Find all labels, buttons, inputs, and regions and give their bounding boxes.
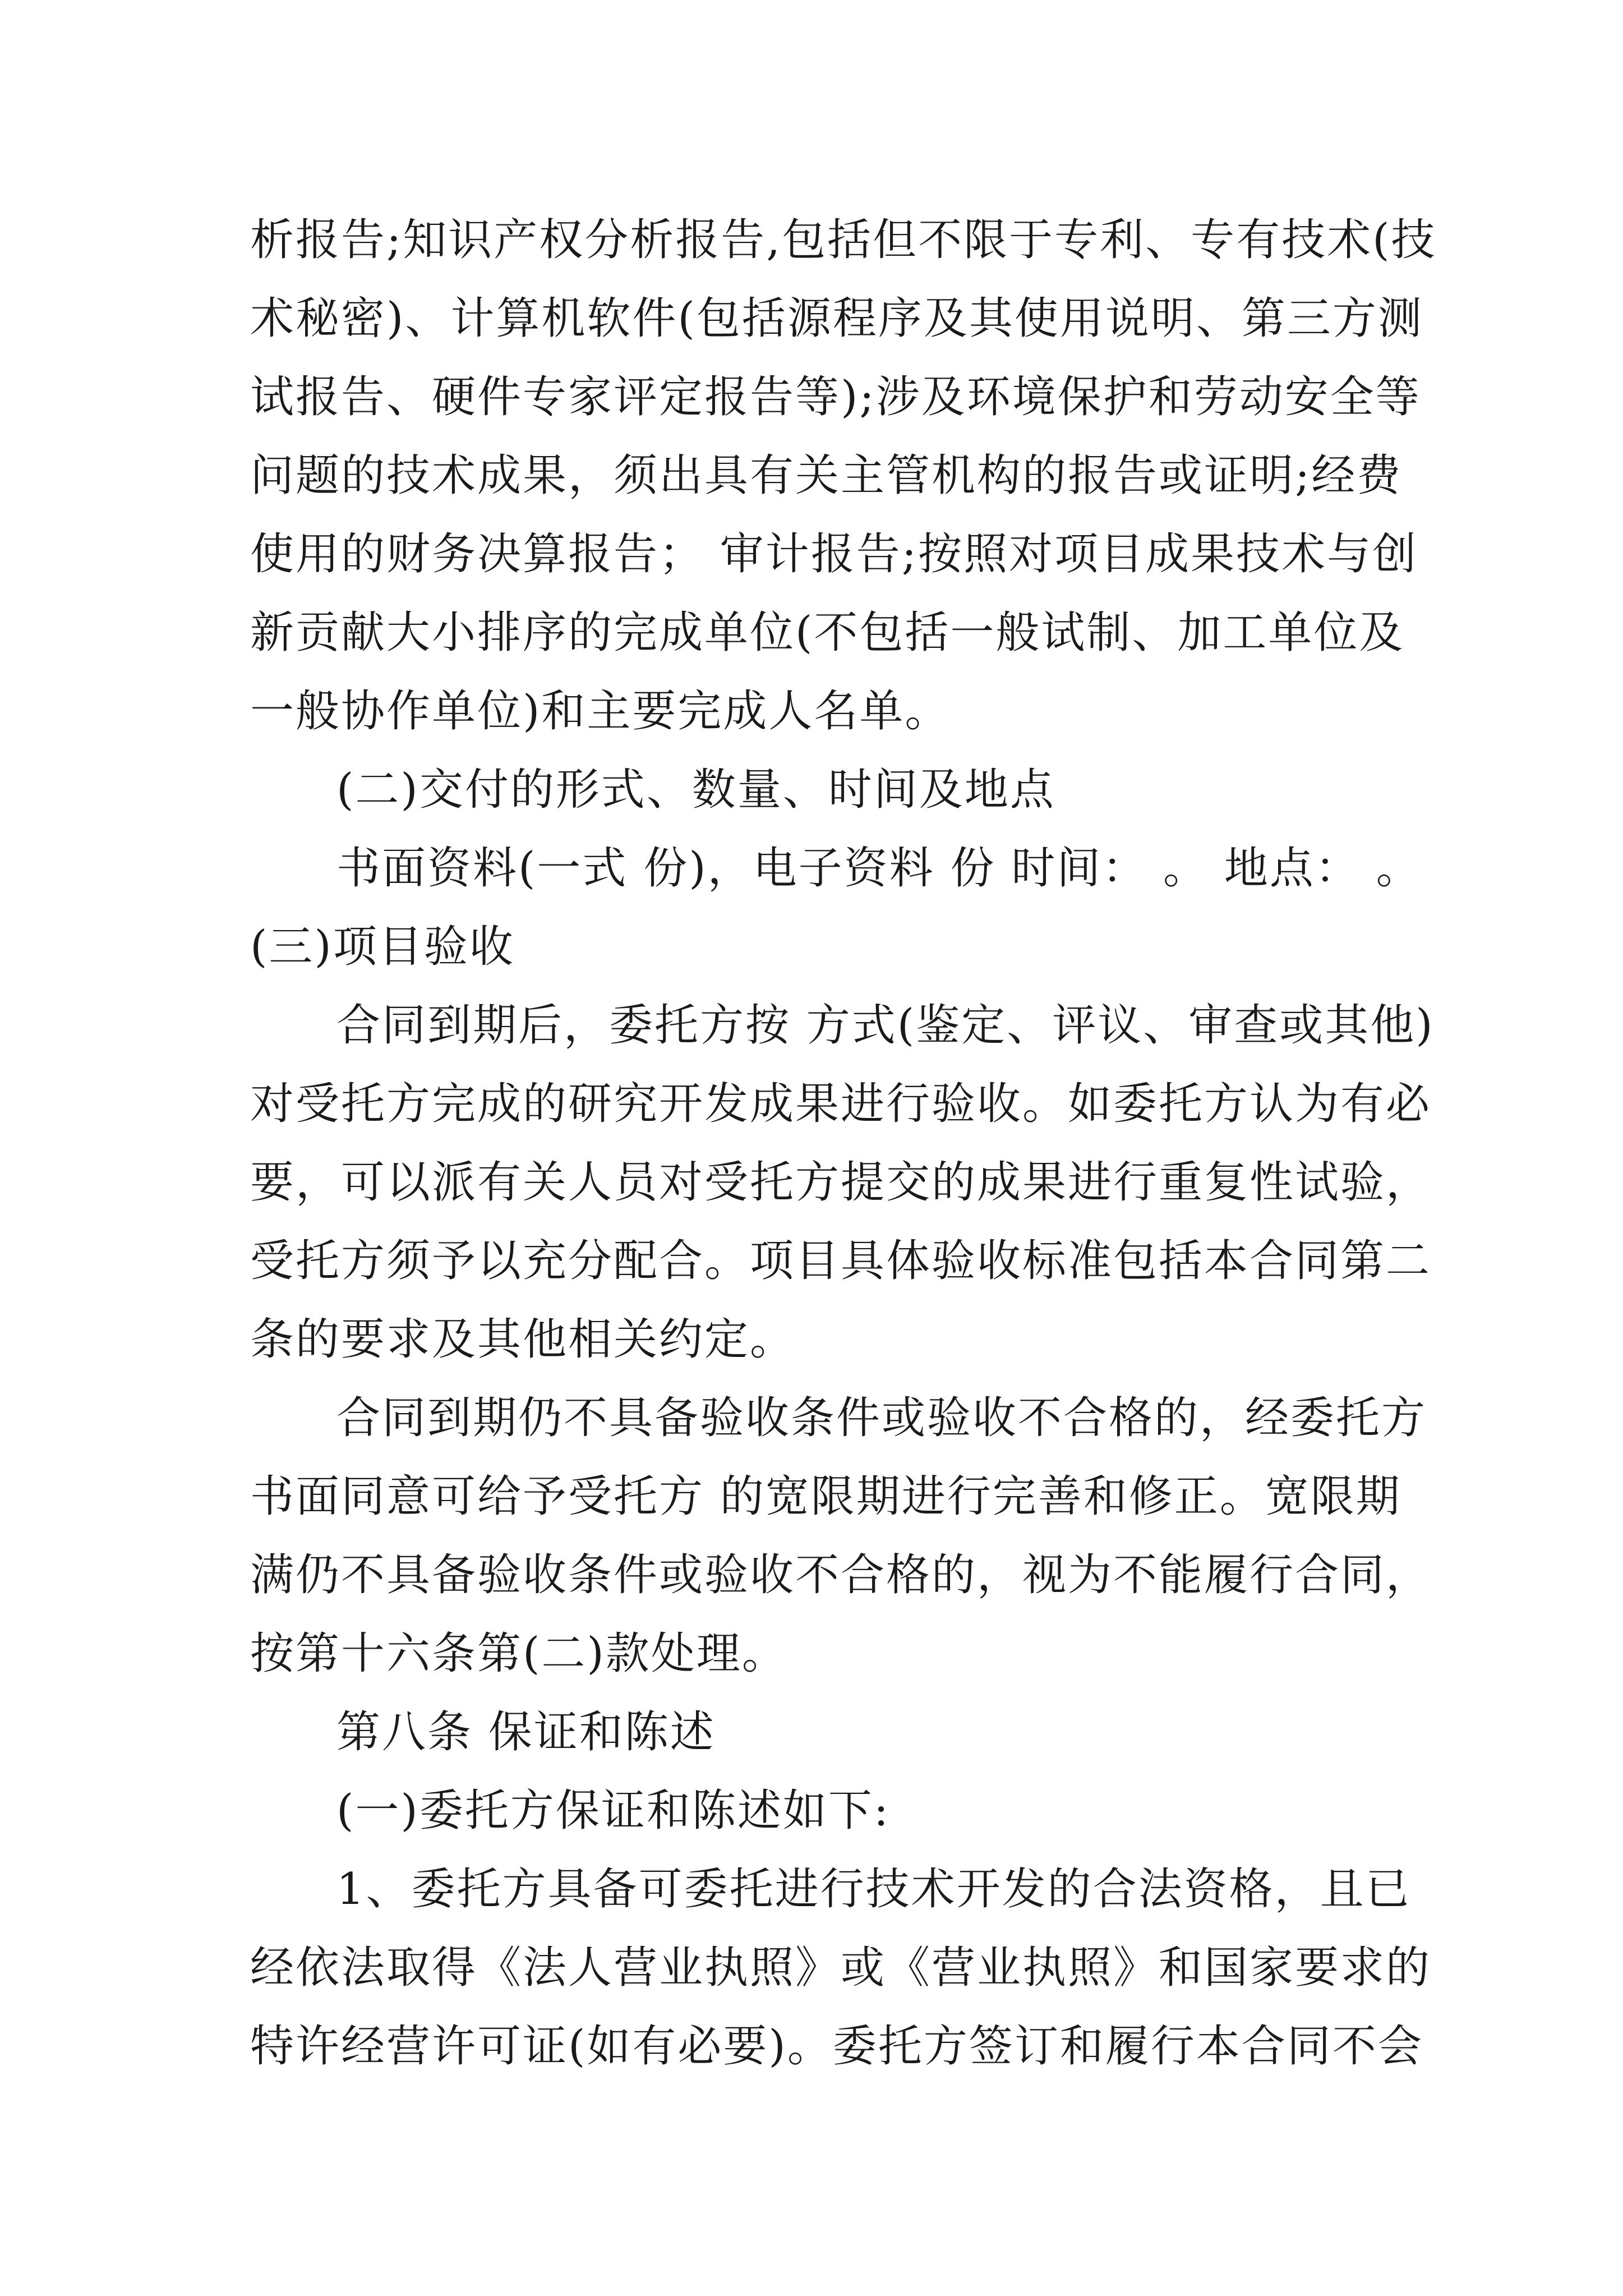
section-heading: (二)交付的形式、数量、时间及地点 <box>336 765 1055 815</box>
article-heading: 第八条 保证和陈述 <box>336 1707 716 1757</box>
text-line: 条的要求及其他相关约定。 <box>250 1314 796 1365</box>
section-heading: (三)项目验收 <box>250 922 515 972</box>
section-heading: (一)委托方保证和陈述如下: <box>336 1786 891 1836</box>
text-line: 问题的技术成果，须出具有关主管机构的报告或证明;经费 <box>250 450 1403 501</box>
text-line: 新贡献大小排序的完成单位(不包括一般试制、加工单位及 <box>250 608 1405 658</box>
text-line: 经依法取得《法人营业执照》或《营业执照》和国家要求的 <box>250 1943 1432 1993</box>
text-line: 析报告;知识产权分析报告,包括但不限于专利、专有技术(技 <box>250 215 1437 265</box>
text-line: 对受托方完成的研究开发成果进行验收。如委托方认为有必 <box>250 1079 1432 1129</box>
text-line: 要，可以派有关人员对受托方提交的成果进行重复性试验， <box>250 1157 1432 1208</box>
text-line: 书面同意可给予受托方 的宽限期进行完善和修正。宽限期 <box>250 1471 1401 1522</box>
text-line: 按第十六条第(二)款处理。 <box>250 1628 787 1679</box>
text-line: 合同到期仍不具备验收条件或验收不合格的，经委托方 <box>336 1393 1427 1443</box>
text-line: 满仍不具备验收条件或验收不合格的，视为不能履行合同， <box>250 1550 1432 1600</box>
text-line: 书面资料(一式 份)，电子资料 份 时间： 。 地点： 。 <box>336 843 1422 894</box>
text-line: 合同到期后，委托方按 方式(鉴定、评议、审查或其他) <box>336 1000 1435 1051</box>
text-line: 1、委托方具备可委托进行技术开发的合法资格，且已 <box>336 1864 1411 1915</box>
text-line: 特许经营许可证(如有必要)。委托方签订和履行本合同不会 <box>250 2021 1423 2072</box>
text-line: 一般协作单位)和主要完成人名单。 <box>250 686 951 737</box>
text-line: 受托方须予以充分配合。项目具体验收标准包括本合同第二 <box>250 1236 1432 1286</box>
text-line: 使用的财务决算报告； 审计报告;按照对项目成果技术与创 <box>250 529 1418 579</box>
text-line: 试报告、硬件专家评定报告等);涉及环境保护和劳动安全等 <box>250 372 1421 422</box>
text-line: 术秘密)、计算机软件(包括源程序及其使用说明、第三方测 <box>250 293 1423 344</box>
